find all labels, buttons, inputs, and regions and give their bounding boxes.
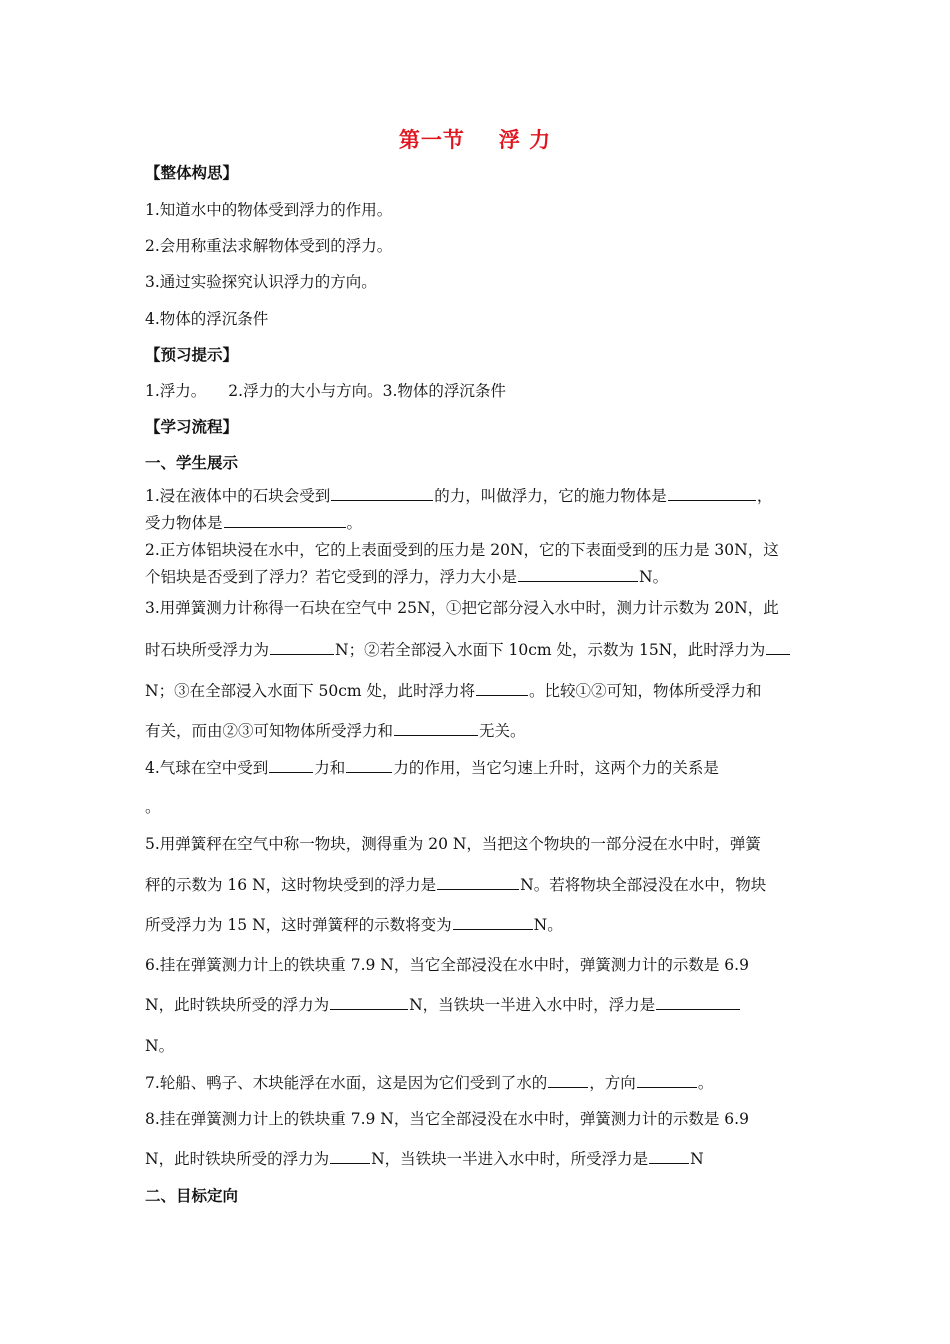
q7-text: 7.轮船、鸭子、木块能浮在水面，这是因为它们受到了水的 — [145, 1074, 548, 1092]
q4-text: 4.气球在空中受到 — [145, 759, 269, 777]
q5-text: N。 — [533, 916, 563, 934]
question-8-line-1: 8.挂在弹簧测力计上的铁块重 7.9 N，当它全部浸没在水中时，弹簧测力计的示数是 6.9 — [145, 1110, 749, 1128]
question-2-line-2 — [145, 566, 668, 588]
q3-text: 无关。 — [479, 722, 526, 740]
q7-text: ，方向 — [589, 1074, 636, 1092]
q7-text: 。 — [697, 1074, 714, 1092]
q5-text: 所受浮力为 15 N，这时弹簧秤的示数将变为 — [145, 916, 452, 934]
answer-blank[interactable] — [270, 639, 334, 655]
q5-text: N。若将物块全部浸没在水中，物块 — [520, 876, 767, 894]
question-2-line-1: 2.正方体铝块浸在水中，它的上表面受到的压力是 20N，它的下表面受到的压力是 30N，这 — [145, 541, 779, 559]
question-5-line-2 — [145, 874, 766, 896]
q1-text: 1.浸在液体中的石块会受到 — [145, 487, 331, 505]
question-8-line-2 — [145, 1148, 704, 1170]
goal-item: 2.会用称重法求解物体受到的浮力。 — [145, 237, 393, 255]
question-6-line-2 — [145, 994, 741, 1016]
question-6-line-3: N。 — [145, 1037, 175, 1055]
section-heading-goal: 二、目标定向 — [145, 1187, 239, 1205]
q1-text: 。 — [346, 514, 363, 532]
q1-text: 的力，叫做浮力，它的施力物体是 — [434, 487, 667, 505]
goal-item: 4.物体的浮沉条件 — [145, 310, 269, 328]
question-1-line-2 — [145, 512, 362, 534]
q3-text: N；③在全部浸入水面下 50cm 处，此时浮力将 — [145, 682, 476, 700]
question-3-line-2 — [145, 639, 791, 661]
q8-text: N — [690, 1150, 704, 1168]
section-heading-student-show: 一、学生展示 — [145, 454, 239, 472]
answer-blank[interactable] — [518, 566, 638, 582]
question-7-line-1 — [145, 1072, 713, 1094]
question-3-line-3 — [145, 680, 762, 702]
section-heading-preview: 【预习提示】 — [145, 346, 239, 364]
q4-text: 力的作用，当它匀速上升时，这两个力的关系是 — [393, 759, 719, 777]
answer-blank[interactable] — [548, 1072, 588, 1088]
question-1-line-1 — [145, 485, 772, 507]
q8-text: N，当铁块一半进入水中时，所受浮力是 — [371, 1150, 649, 1168]
q3-text: N；②若全部浸入水面下 10cm 处，示数为 15N，此时浮力为 — [335, 641, 766, 659]
q2-text: 个铝块是否受到了浮力？若它受到的浮力，浮力大小是 — [145, 568, 518, 586]
answer-blank[interactable] — [637, 1072, 697, 1088]
answer-blank[interactable] — [269, 757, 313, 773]
answer-blank[interactable] — [453, 914, 533, 930]
question-6-line-1: 6.挂在弹簧测力计上的铁块重 7.9 N，当它全部浸没在水中时，弹簧测力计的示数是 6.9 — [145, 956, 749, 974]
question-5-line-3 — [145, 914, 563, 936]
q3-text: 。比较①②可知，物体所受浮力和 — [529, 682, 762, 700]
q6-text: N，此时铁块所受的浮力为 — [145, 996, 330, 1014]
answer-blank[interactable] — [668, 485, 756, 501]
q2-text: N。 — [639, 568, 669, 586]
answer-blank[interactable] — [224, 512, 346, 528]
answer-blank[interactable] — [330, 994, 408, 1010]
q3-text: 时石块所受浮力为 — [145, 641, 270, 659]
section-heading-process: 【学习流程】 — [145, 418, 239, 436]
answer-blank[interactable] — [394, 720, 478, 736]
q6-text: N，当铁块一半进入水中时，浮力是 — [409, 996, 656, 1014]
page-title — [0, 124, 950, 154]
answer-blank[interactable] — [766, 639, 790, 655]
answer-blank[interactable] — [476, 680, 528, 696]
answer-blank[interactable] — [331, 485, 433, 501]
q5-text: 秤的示数为 16 N，这时物块受到的浮力是 — [145, 876, 437, 894]
q3-text: 有关，而由②③可知物体所受浮力和 — [145, 722, 394, 740]
answer-blank[interactable] — [649, 1148, 689, 1164]
question-5-line-1: 5.用弹簧秤在空气中称一物块，测得重为 20 N，当把这个物块的一部分浸在水中时，弹簧 — [145, 835, 761, 853]
q1-text: ， — [756, 487, 773, 505]
answer-blank[interactable] — [330, 1148, 370, 1164]
question-3-line-4 — [145, 720, 526, 742]
answer-blank[interactable] — [437, 874, 519, 890]
preview-items — [145, 380, 506, 402]
title-topic: 浮 力 — [498, 128, 552, 152]
answer-blank[interactable] — [346, 757, 392, 773]
question-4-line-1 — [145, 757, 719, 779]
title-section-number: 第一节 — [398, 128, 465, 152]
q4-text: 力和 — [314, 759, 346, 777]
answer-blank[interactable] — [656, 994, 740, 1010]
preview-item: 2.浮力的大小与方向。3.物体的浮沉条件 — [228, 382, 506, 400]
question-4-line-2: 。 — [145, 798, 161, 816]
q8-text: N，此时铁块所受的浮力为 — [145, 1150, 330, 1168]
goal-item: 1.知道水中的物体受到浮力的作用。 — [145, 201, 393, 219]
section-heading-overview: 【整体构思】 — [145, 164, 239, 182]
question-3-line-1: 3.用弹簧测力计称得一石块在空气中 25N，①把它部分浸入水中时，测力计示数为 20N，此 — [145, 599, 779, 617]
goal-item: 3.通过实验探究认识浮力的方向。 — [145, 273, 377, 291]
preview-item: 1.浮力。 — [145, 382, 207, 400]
q1-text: 受力物体是 — [145, 514, 223, 532]
